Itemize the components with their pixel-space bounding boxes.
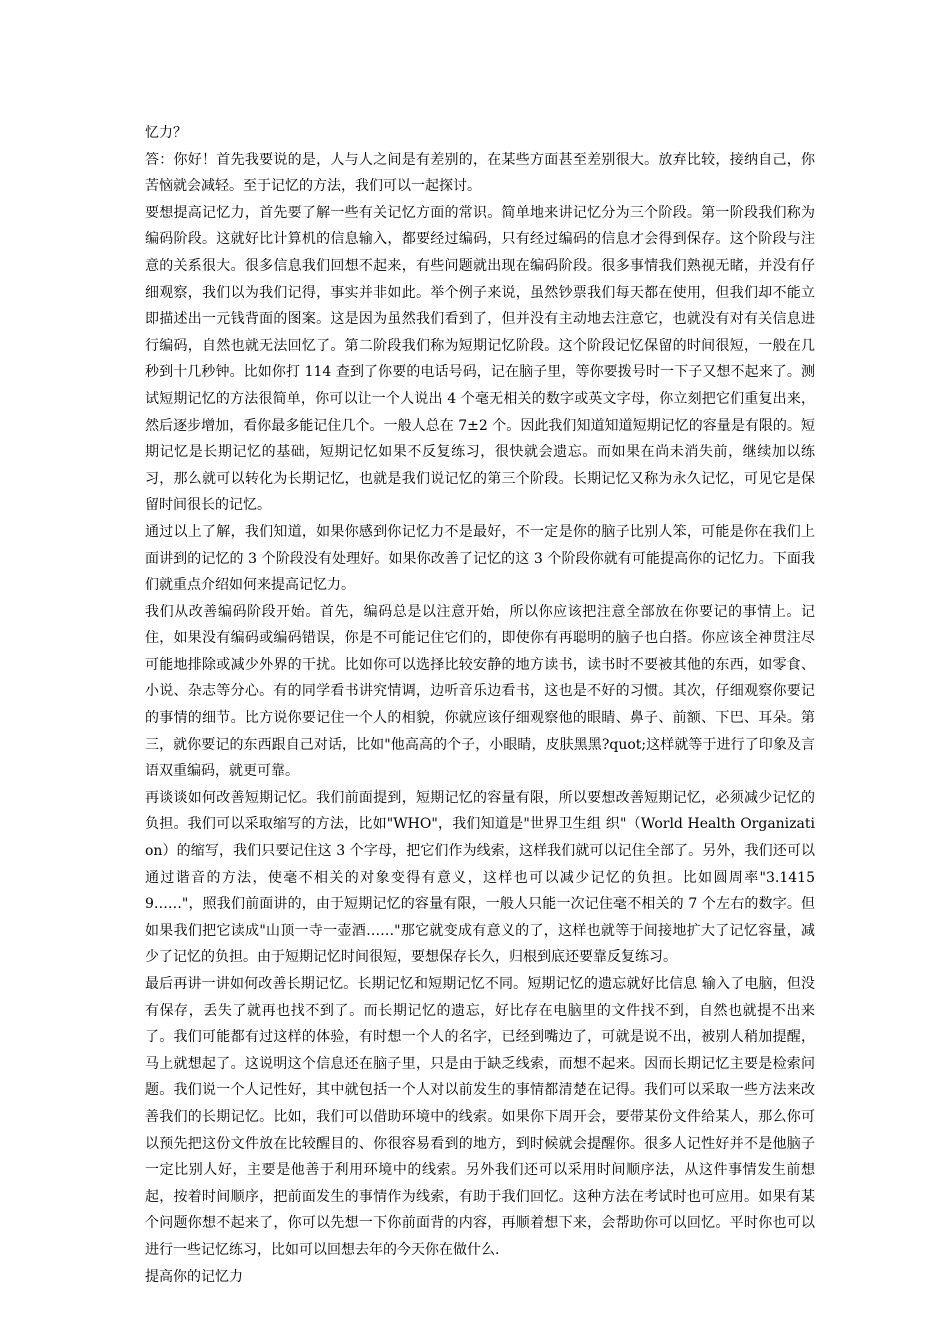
- paragraph-three-stages: 要想提高记忆力，首先要了解一些有关记忆方面的常识。简单地来讲记忆分为三个阶段。第一阶段我们称为编码阶段。这就好比计算机的信息输入，都要经过编码，只有经过编码的信息才会得到保存。这个阶段与注意的关系很大。很多信息我们回想不起来，有些问题就出现在编码阶段。很多事情我们熟视无睹，并没有仔细观察，我们以为我们记得，事实并非如此。举个例子来说，虽然钞票我们每天都在使用，但我们却不能立即描述出一元钱背面的图案。这是因为虽然我们看到了，但并没有主动地去注意它，也就没有对有关信息进行编码，自然也就无法回忆了。第二阶段我们称为短期记忆阶段。这个阶段记忆保留的时间很短，一般在几秒到十几秒钟。比如你打 114 查到了你要的电话号码，记在脑子里，等你要拨号时一下子又想不起来了。测试短期记忆的方法很简单，你可以让一个人说出 4 个毫无相关的数字或英文字母，你立刻把它们重复出来，然后逐步增加，看你最多能记住几个。一般人总在 7±2 个。因此我们知道知道短期记忆的容量是有限的。短期记忆是长期记忆的基础，短期记忆如果不反复练习，很快就会遗忘。而如果在尚未消失前，继续加以练习，那么就可以转化为长期记忆，也就是我们说记忆的第三个阶段。长期记忆又称为永久记忆，可见它是保留时间很长的记忆。: [145, 204, 815, 514]
- paragraph-summary: 通过以上了解，我们知道，如果你感到你记忆力不是最好，不一定是你的脑子比别人笨，可能是你在我们上面讲到的记忆的 3 个阶段没有处理好。如果你改善了记忆的这 3 个阶段你就有可能提高你的记忆力。下面我们就重点介绍如何来提高记忆力。: [145, 523, 815, 594]
- paragraph-answer-intro: 答：你好！首先我要说的是，人与人之间是有差别的，在某些方面甚至差别很大。放弃比较，接纳自己，你苦恼就会减轻。至于记忆的方法，我们可以一起探讨。: [145, 151, 815, 195]
- paragraph-heading-fragment: 忆力？: [145, 125, 187, 141]
- paragraph-short-term: 再谈谈如何改善短期记忆。我们前面提到，短期记忆的容量有限，所以要想改善短期记忆，必须减少记忆的负担。我们可以采取缩写的方法，比如"WHO"，我们知道是"世界卫生组 织"（World Health Organization）的缩写，我们只要记住这 3 个字母，把它们作为线索，这样我们就可以记住全部了。另外，我们还可以通过谐音的方法，使毫不相关的对象变得有意义，这样也可以减少记忆的负担。比如圆周率"3.14159……"，照我们前面讲的，由于短期记忆的容量有限，一般人只能一次记住毫不相关的 7 个左右的数字。但如果我们把它读成"山顶一寺一壶酒……"那它就变成有意义的了，这样也就等于间接地扩大了记忆容量，减少了记忆的负担。由于短期记忆时间很短，要想保存长久，归根到底还要靠反复练习。: [145, 789, 815, 966]
- paragraph-encoding: 我们从改善编码阶段开始。首先，编码总是以注意开始，所以你应该把注意全部放在你要记的事情上。记住，如果没有编码或编码错误，你是不可能记住它们的，即使你有再聪明的脑子也白搭。你应该全神贯注尽可能地排除或减少外界的干扰。比如你可以选择比较安静的地方读书，读书时不要被其他的东西，如零食、小说、杂志等分心。有的同学看书讲究情调，边听音乐边看书，这也是不好的习惯。其次，仔细观察你要记的事情的细节。比方说你要记住一个人的相貌，你就应该仔细观察他的眼睛、鼻子、前额、下巴、耳朵。第三，就你要记的东西跟自己对话，比如"他高高的个子，小眼睛，皮肤黑黑?quot;这样就等于进行了印象及言语双重编码，就更可靠。: [145, 603, 815, 780]
- paragraph-long-term: 最后再讲一讲如何改善长期记忆。长期记忆和短期记忆不同。短期记忆的遗忘就好比信息 输入了电脑，但没有保存，丢失了就再也找不到了。而长期记忆的遗忘，好比存在电脑里的文件找不到，自然也就提不出来了。我们可能都有过这样的体验，有时想一个人的名字，已经到嘴边了，可就是说不出，被别人稍加提醒，马上就想起了。这说明这个信息还在脑子里，只是由于缺乏线索，而想不起来。因而长期记忆主要是检索问题。我们说一个人记性好，其中就包括一个人对以前发生的事情都清楚在记得。我们可以采取一些方法来改善我们的长期记忆。比如，我们可以借助环境中的线索。如果你下周开会，要带某份文件给某人，那么你可以预先把这份文件放在比较醒目的、你很容易看到的地方，到时候就会提醒你。很多人记性好并不是他脑子一定比别人好，主要是他善于利用环境中的线索。另外我们还可以采用时间顺序法，从这件事情发生前想起，按着时间顺序，把前面发生的事情作为线索，有助于我们回忆。这种方法在考试时也可应用。如果有某个问题你想不起来了，你可以先想一下你前面背的内容，再顺着想下来，会帮助你可以回忆。平时你也可以进行一些记忆练习，比如可以回想去年的今天你在做什么.: [145, 976, 815, 1258]
- paragraph-closing-title: 提高你的记忆力: [145, 1268, 243, 1285]
